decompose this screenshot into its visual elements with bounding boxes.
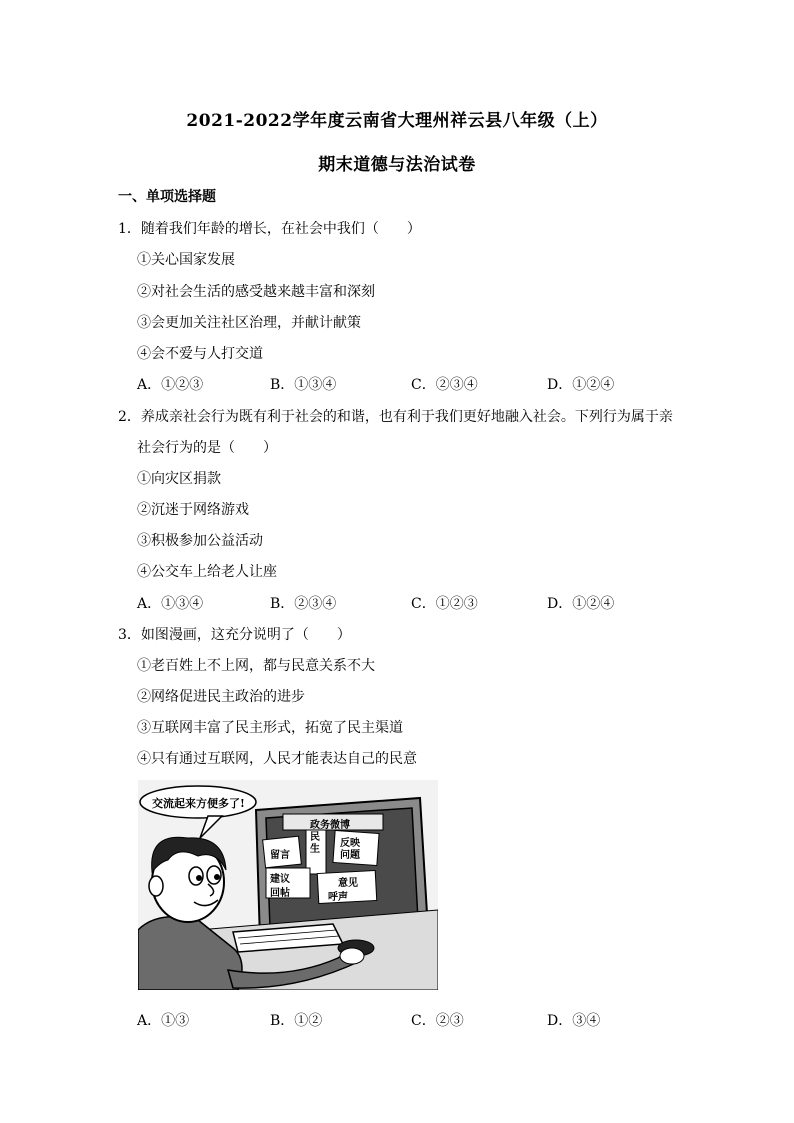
q3-option-3: ③互联网丰富了民主形式，拓宽了民主渠道 bbox=[137, 720, 403, 736]
exam-title-line1: 2021-2022学年度云南省大理州祥云县八年级（上） bbox=[186, 111, 608, 131]
q1-choice-b[interactable]: B．①③④ bbox=[270, 377, 337, 393]
q2-choice-b[interactable]: B．②③④ bbox=[270, 596, 337, 612]
q3-choice-a[interactable]: A．①③ bbox=[137, 1013, 190, 1029]
q1-choice-a[interactable]: A．①②③ bbox=[137, 377, 204, 393]
exam-title-line2: 期末道德与法治试卷 bbox=[318, 155, 476, 175]
q2-option-1: ①向灾区捐款 bbox=[137, 471, 221, 487]
q2-option-2: ②沉迷于网络游戏 bbox=[137, 502, 249, 518]
cartoon-header-text: 政务微博 bbox=[310, 820, 350, 831]
cartoon-note-7: 呼声 bbox=[328, 892, 348, 903]
cartoon-note-2: 民生 bbox=[310, 832, 320, 855]
q3-option-1: ①老百姓上不上网，都与民意关系不大 bbox=[137, 658, 375, 674]
cartoon-note-5: 意见 bbox=[338, 878, 358, 889]
q3-option-2: ②网络促进民主政治的进步 bbox=[137, 689, 305, 705]
q1-choice-c[interactable]: C．②③④ bbox=[411, 377, 478, 393]
q2-choice-c[interactable]: C．①②③ bbox=[411, 596, 478, 612]
q1-option-4: ④会不爱与人打交道 bbox=[137, 346, 263, 362]
q1-stem: 1．随着我们年龄的增长，在社会中我们（ ） bbox=[118, 221, 421, 237]
cartoon-note-3: 反映问题 bbox=[340, 838, 360, 861]
q3-cartoon bbox=[138, 780, 438, 990]
q3-choice-b[interactable]: B．①② bbox=[270, 1013, 323, 1029]
q2-choice-a[interactable]: A．①③④ bbox=[137, 596, 204, 612]
q2-option-3: ③积极参加公益活动 bbox=[137, 533, 263, 549]
q3-choice-c[interactable]: C．②③ bbox=[411, 1013, 464, 1029]
section-heading: 一、单项选择题 bbox=[118, 189, 216, 205]
q1-option-1: ①关心国家发展 bbox=[137, 252, 235, 268]
q2-choice-d[interactable]: D．①②④ bbox=[547, 596, 615, 612]
q3-option-4: ④只有通过互联网，人民才能表达自己的民意 bbox=[137, 751, 417, 767]
cartoon-note-4: 建议 bbox=[270, 874, 290, 885]
cartoon-bubble-text: 交流起来方便多了! bbox=[152, 797, 245, 810]
q3-choice-d[interactable]: D．③④ bbox=[547, 1013, 601, 1029]
q2-stem-line1: 2．养成亲社会行为既有利于社会的和谐，也有利于我们更好地融入社会。下列行为属于亲 bbox=[118, 409, 673, 425]
q2-stem-line2: 社会行为的是（ ） bbox=[137, 440, 277, 456]
q2-option-4: ④公交车上给老人让座 bbox=[137, 564, 277, 580]
cartoon-note-1: 留言 bbox=[270, 850, 290, 861]
q1-choice-d[interactable]: D．①②④ bbox=[547, 377, 615, 393]
cartoon-note-6: 回帖 bbox=[270, 888, 290, 899]
q3-stem: 3．如图漫画，这充分说明了（ ） bbox=[118, 627, 351, 643]
q1-option-2: ②对社会生活的感受越来越丰富和深刻 bbox=[137, 284, 375, 300]
q1-option-3: ③会更加关注社区治理，并献计献策 bbox=[137, 315, 361, 331]
